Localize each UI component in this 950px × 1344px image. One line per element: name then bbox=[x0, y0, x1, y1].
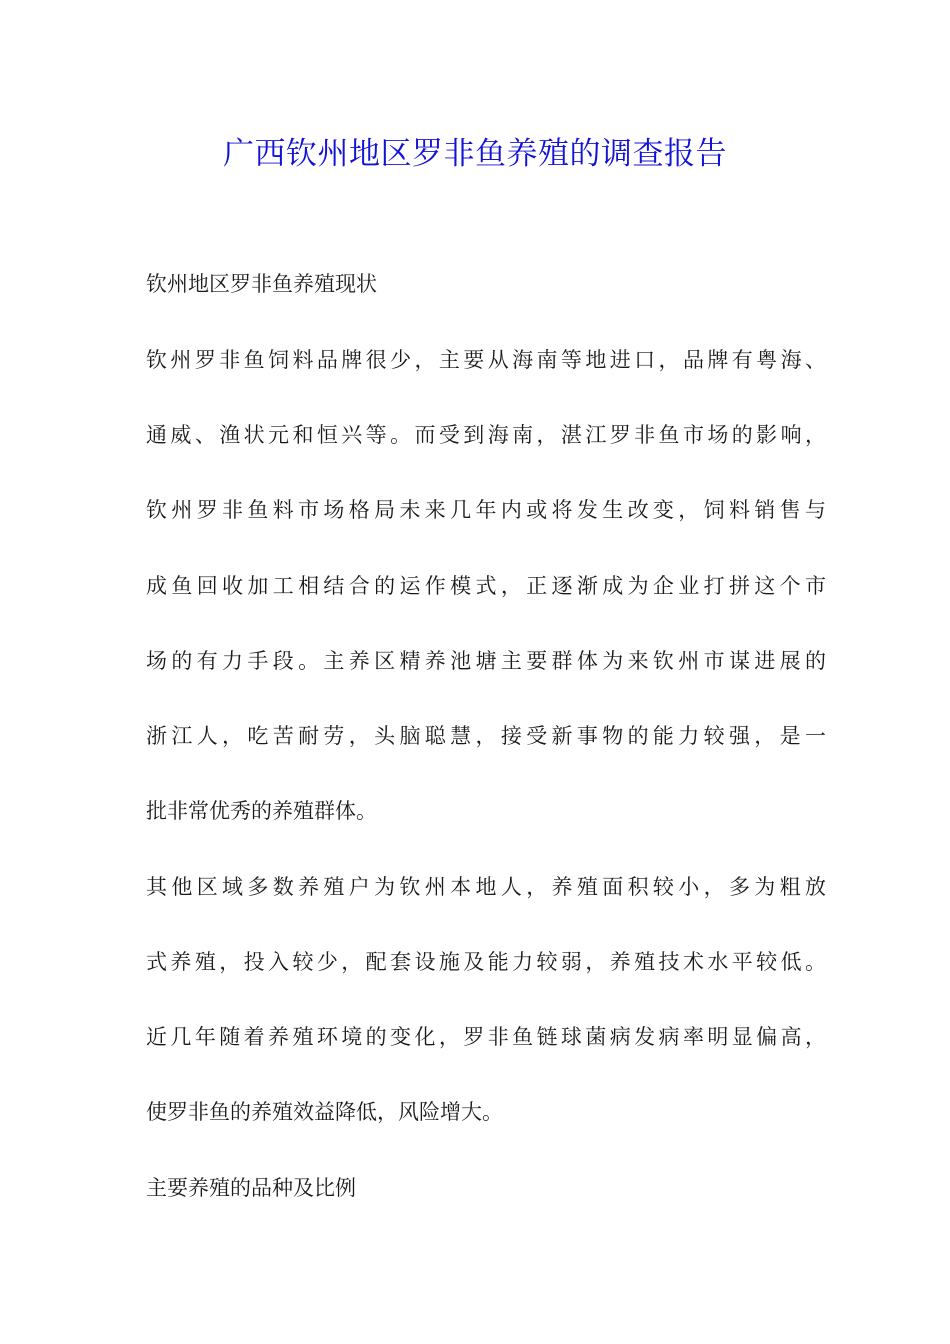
section-heading: 主要养殖的品种及比例 bbox=[146, 1176, 356, 1200]
paragraph-line: 通威、渔状元和恒兴等。而受到海南，湛江罗非鱼市场的影响， bbox=[146, 423, 826, 447]
paragraph-line: 式养殖，投入较少，配套设施及能力较弱，养殖技术水平较低。 bbox=[146, 950, 826, 974]
paragraph-line: 场的有力手段。主养区精养池塘主要群体为来钦州市谋进展的 bbox=[146, 649, 826, 673]
paragraph-line: 其他区域多数养殖户为钦州本地人，养殖面积较小，多为粗放 bbox=[146, 875, 826, 899]
paragraph-line: 钦州罗非鱼料市场格局未来几年内或将发生改变，饲料销售与 bbox=[146, 498, 826, 522]
paragraph-line: 成鱼回收加工相结合的运作模式，正逐渐成为企业打拼这个市 bbox=[146, 574, 826, 598]
document-title: 广西钦州地区罗非鱼养殖的调查报告 bbox=[223, 136, 727, 172]
section-heading: 钦州地区罗非鱼养殖现状 bbox=[146, 272, 377, 296]
paragraph-line: 钦州罗非鱼饲料品牌很少，主要从海南等地进口，品牌有粤海、 bbox=[146, 348, 826, 372]
paragraph-line: 浙江人，吃苦耐劳，头脑聪慧，接受新事物的能力较强，是一 bbox=[146, 724, 826, 748]
paragraph-line: 近几年随着养殖环境的变化，罗非鱼链球菌病发病率明显偏高， bbox=[146, 1025, 826, 1049]
paragraph-line: 使罗非鱼的养殖效益降低，风险增大。 bbox=[146, 1100, 503, 1124]
paragraph-line: 批非常优秀的养殖群体。 bbox=[146, 799, 377, 823]
